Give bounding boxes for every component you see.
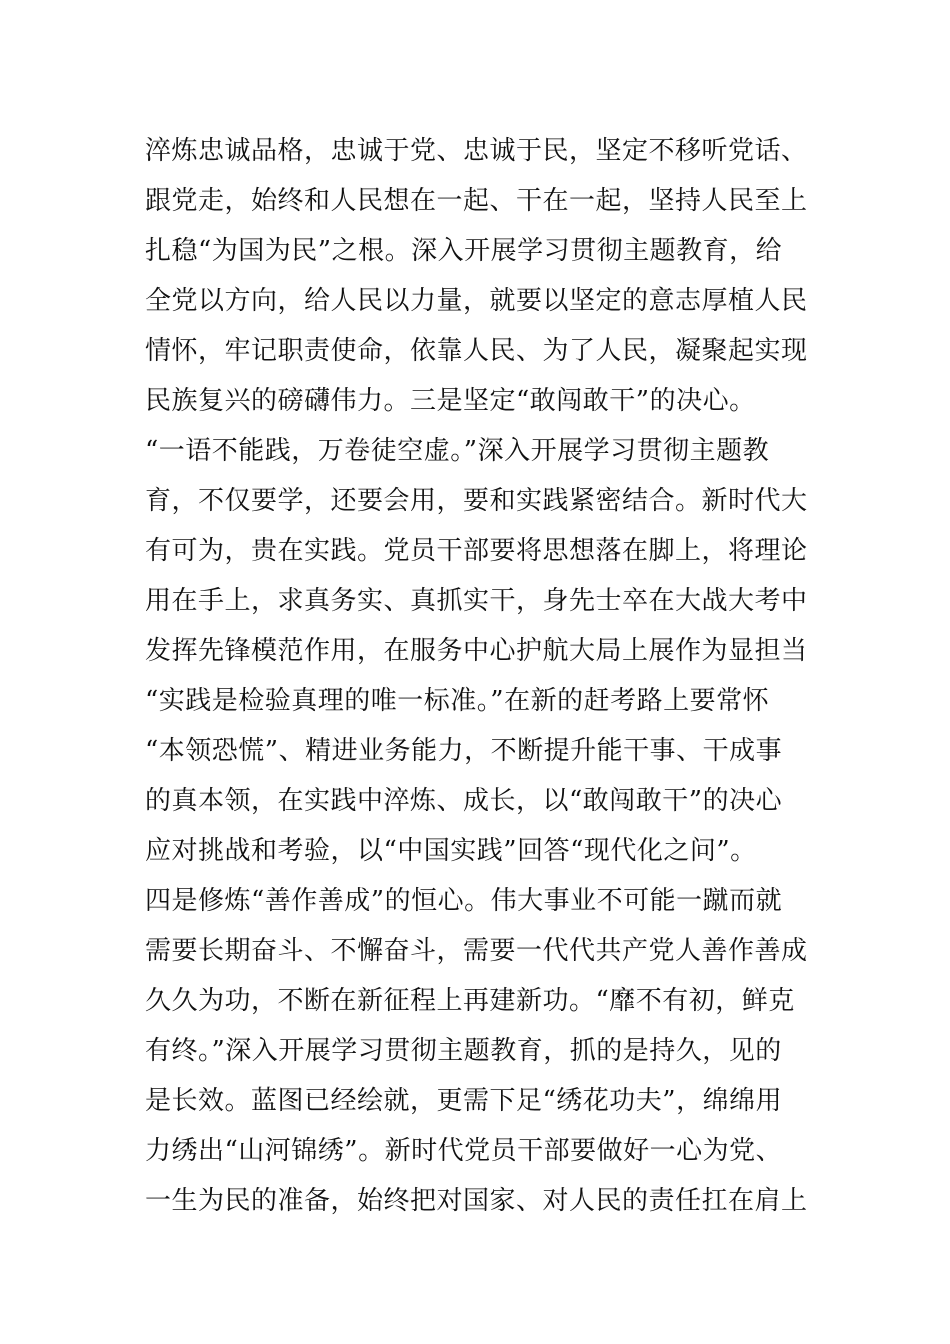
text-line: 育，不仅要学，还要会用，要和实践紧密结合。新时代大	[145, 486, 808, 516]
text-line: 发挥先锋模范作用，在服务中心护航大局上展作为显担当	[145, 636, 808, 666]
body-text	[145, 126, 815, 1226]
text-line: 淬炼忠诚品格，忠诚于党、忠诚于民，坚定不移听党话、	[145, 136, 808, 166]
text-line: 情怀，牢记职责使命，依靠人民、为了人民，凝聚起实现	[145, 336, 808, 366]
text-line: “本领恐慌”、精进业务能力，不断提升能干事、干成事	[145, 736, 783, 766]
text-line: 是长效。蓝图已经绘就，更需下足“绣花功夫”，绵绵用	[145, 1086, 783, 1116]
text-line: 应对挑战和考验，以“中国实践”回答“现代化之问”。	[145, 836, 757, 866]
text-line: “一语不能践，万卷徒空虚。”深入开展学习贯彻主题教	[145, 436, 770, 466]
text-line: 力绣出“山河锦绣”。新时代党员干部要做好一心为党、	[145, 1136, 783, 1166]
text-line: 的真本领，在实践中淬炼、成长，以“敢闯敢干”的决心	[145, 786, 783, 816]
text-line: 全党以方向，给人民以力量，就要以坚定的意志厚植人民	[145, 286, 808, 316]
text-line: 民族复兴的磅礴伟力。三是坚定“敢闯敢干”的决心。	[145, 386, 756, 416]
text-line: 有终。”深入开展学习贯彻主题教育，抓的是持久，见的	[145, 1036, 782, 1066]
text-line: 扎稳“为国为民”之根。深入开展学习贯彻主题教育，给	[145, 236, 783, 266]
text-line: 久久为功，不断在新征程上再建新功。“靡不有初，鲜克	[145, 986, 795, 1016]
text-line: “实践是检验真理的唯一标准。”在新的赶考路上要常怀	[145, 686, 770, 716]
text-line: 用在手上，求真务实、真抓实干，身先士卒在大战大考中	[145, 586, 808, 616]
text-line: 四是修炼“善作善成”的恒心。伟大事业不可能一蹴而就	[145, 886, 783, 916]
text-line: 有可为，贵在实践。党员干部要将思想落在脚上，将理论	[145, 536, 808, 566]
text-line: 一生为民的准备，始终把对国家、对人民的责任扛在肩上	[145, 1186, 808, 1216]
text-line: 跟党走，始终和人民想在一起、干在一起，坚持人民至上	[145, 186, 808, 216]
text-line: 需要长期奋斗、不懈奋斗，需要一代代共产党人善作善成	[145, 936, 808, 966]
